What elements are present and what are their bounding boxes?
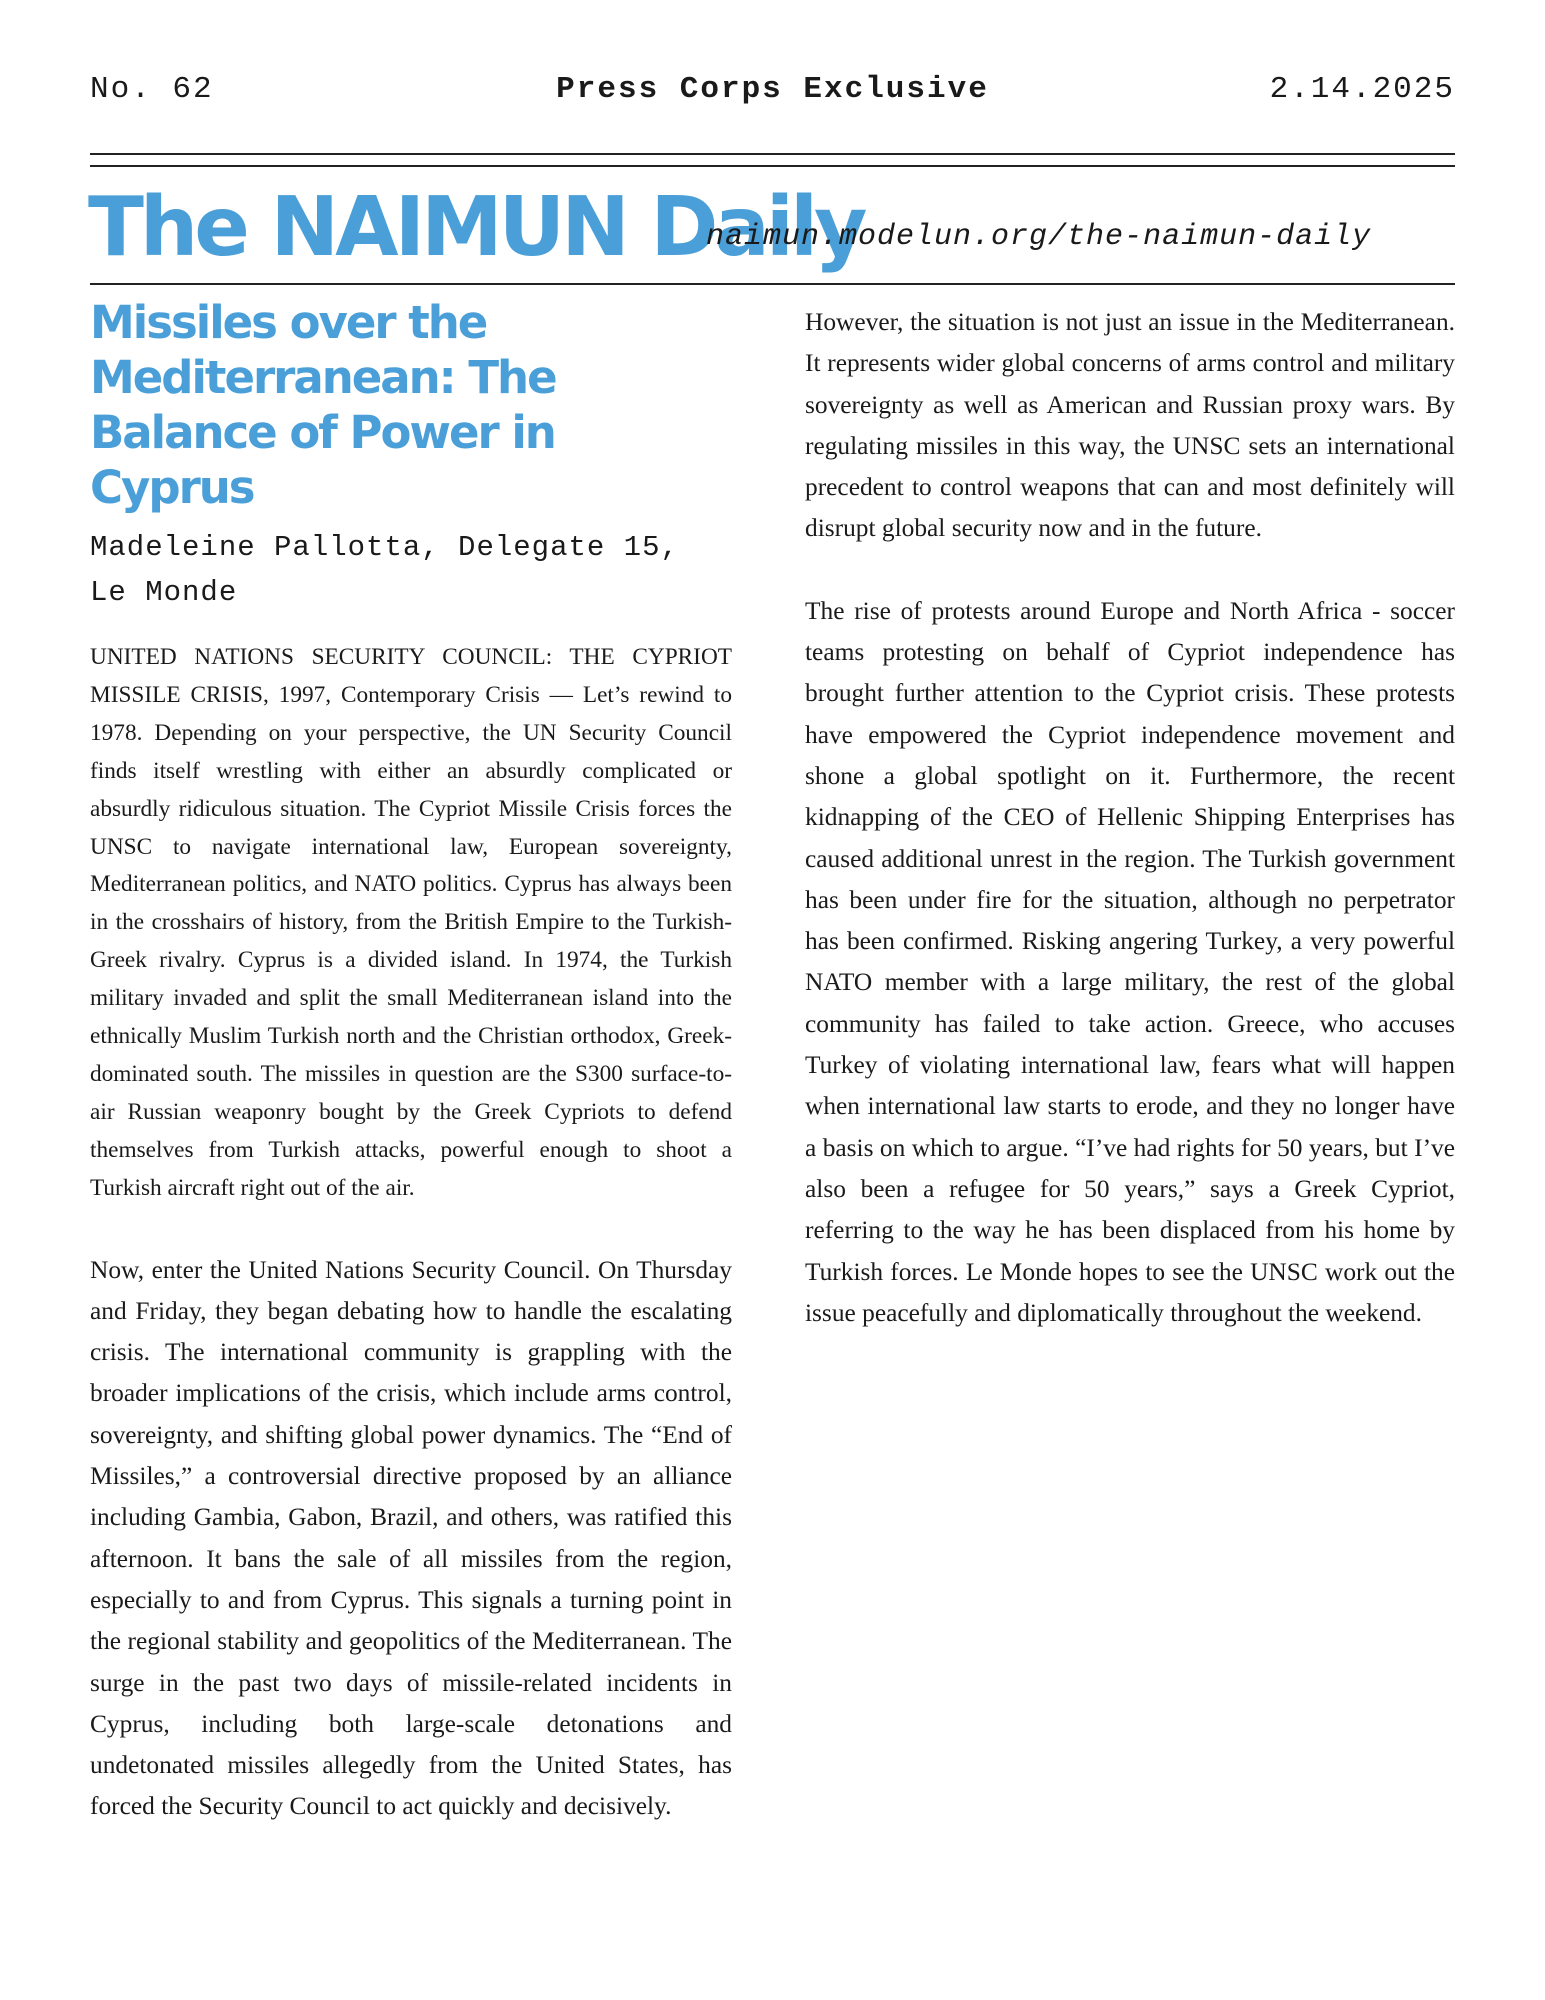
article-paragraph: The rise of protests around Europe and North Africa - soccer teams protesting on behalf of Cypriot independence has brought further attention to the Cypriot crisis. These protests have empowered the Cypriot independence movement and shone a global spotlight on it. Furthermore, the recent kidnapping of the CEO of Hellenic Shipping Enterprises has caused additional unrest in the region. The Turkish government has been under fire for the situation, although no perpetrator has been confirmed. Risking angering Turkey, a very powerful NATO member with a large military, the rest of the global community has failed to take action. Greece, who accuses Turkey of violating international law, fears what will happen when international law starts to erode, and they no longer have a basis on which to argue. “I’ve had rights for 50 years, but I’ve also been a refugee for 50 years,” says a Greek Cypriot, referring to the way he has been displaced from his home by Turkish forces. Le Monde hopes to see the UNSC work out the issue peacefully and diplomatically throughout the weekend.	[805, 596, 1455, 1327]
issue-number: No. 62	[90, 72, 214, 107]
title-rule	[90, 283, 1455, 285]
article-headline: Missiles over the Mediterranean: The Balance of Power in Cyprus	[90, 296, 556, 514]
article-paragraph: Now, enter the United Nations Security Council. On Thursday and Friday, they began debating how to handle the escalating crisis. The international community is grappling with the broader implications of the crisis, which include arms control, sovereignty, and shifting global power dynamics. The “End of Missiles,” a controversial directive proposed by an alliance including Gambia, Gabon, Brazil, and others, was ratified this afternoon. It bans the sale of all missiles from the region, especially to and from Cyprus. This signals a turning point in the regional stability and geopolitics of the Mediterranean. The surge in the past two days of missile-related incidents in Cyprus, including both large-scale detonations and undetonated missiles allegedly from the United States, has forced the Security Council to act quickly and decisively.	[90, 1255, 732, 1821]
article-column-left	[90, 295, 732, 1828]
paper-name: The NAIMUN Daily	[88, 180, 864, 275]
title-row	[88, 178, 1458, 278]
article-column-right	[805, 302, 1455, 1334]
masthead-top-bar	[90, 66, 1455, 116]
masthead-rule-bottom	[90, 165, 1455, 167]
masthead-rule-top	[90, 153, 1455, 155]
article-paragraph: However, the situation is not just an issue in the Mediterranean. It represents wider global concerns of arms control and military sovereignty as well as American and Russian proxy wars. By regulating missiles in this way, the UNSC sets an international precedent to control weapons that can and most definitely will disrupt global security now and in the future.	[805, 308, 1455, 543]
article-byline: Madeleine Pallotta, Delegate 15, Le Monde	[90, 531, 679, 609]
section-label: Press Corps Exclusive	[556, 72, 989, 107]
article-paragraph: UNITED NATIONS SECURITY COUNCIL: THE CYPRIOT MISSILE CRISIS, 1997, Contemporary Crisis — Let’s rewind to 1978. Depending on your perspective, the UN Security Council finds itself wrestling with either an absurdly complicated or absurdly ridiculous situation. The Cypriot Missile Crisis forces the UNSC to navigate international law, European sovereignty, Mediterranean politics, and NATO politics. Cyprus has always been in the crosshairs of history, from the British Empire to the Turkish-Greek rivalry. Cyprus is a divided island. In 1974, the Turkish military invaded and split the small Mediterranean island into the ethnically Muslim Turkish north and the Christian orthodox, Greek-dominated south. The missiles in question are the S300 surface-to-air Russian weaponry bought by the Greek Cypriots to defend themselves from Turkish attacks, powerful enough to shoot a Turkish aircraft right out of the air.	[90, 644, 732, 1201]
issue-date: 2.14.2025	[1269, 72, 1455, 107]
paper-url: naimun.modelun.org/the-naimun-daily	[706, 220, 1372, 254]
